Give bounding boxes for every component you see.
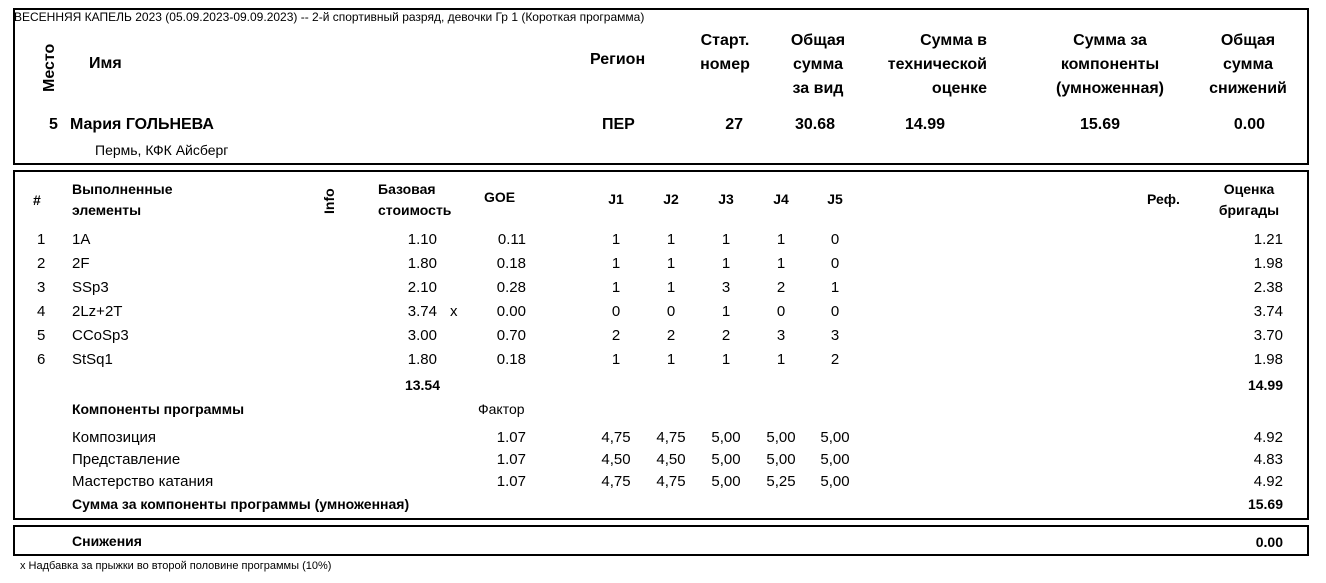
athlete-summary-box — [13, 8, 1309, 165]
col-header-base — [378, 179, 451, 221]
row-num: 6 — [37, 351, 46, 368]
component-score: 4.83 — [1253, 451, 1283, 468]
header-start-line1: Старт. — [700, 32, 750, 49]
header-comp-line2: компоненты — [1060, 56, 1160, 73]
component-judge-4: 5,25 — [766, 473, 796, 490]
row-num: 4 — [37, 303, 46, 320]
row-base: 1.80 — [407, 351, 437, 368]
component-name: Мастерство катания — [72, 473, 214, 490]
component-judge-2: 4,75 — [656, 473, 686, 490]
row-judge-3: 1 — [721, 255, 731, 272]
athlete-region: ПЕР — [602, 116, 635, 133]
row-score: 1.21 — [1253, 231, 1283, 248]
row-goe: 0.11 — [497, 231, 526, 248]
header-tech — [865, 29, 987, 101]
row-base: 1.10 — [407, 231, 437, 248]
header-name: Имя — [89, 55, 122, 72]
row-judge-2: 1 — [666, 255, 676, 272]
footnote: x Надбавка за прыжки во второй половине программы (10%) — [20, 560, 332, 572]
component-judge-4: 5,00 — [766, 429, 796, 446]
row-num: 5 — [37, 327, 46, 344]
row-element: 2F — [72, 255, 90, 272]
row-judge-1: 1 — [611, 231, 621, 248]
row-judge-5: 0 — [830, 303, 840, 320]
athlete-total: 30.68 — [794, 116, 835, 133]
row-judge-5: 3 — [830, 327, 840, 344]
col-header-j4: J4 — [773, 191, 789, 207]
header-start-line2: номер — [700, 56, 750, 73]
row-judge-3: 1 — [721, 351, 731, 368]
row-num: 2 — [37, 255, 46, 272]
component-factor: 1.07 — [496, 451, 526, 468]
col-header-elements-line2: элементы — [72, 202, 142, 218]
row-element: SSp3 — [72, 279, 109, 296]
row-score: 3.74 — [1253, 303, 1283, 320]
row-num: 1 — [37, 231, 46, 248]
row-judge-4: 2 — [776, 279, 786, 296]
component-judge-1: 4,75 — [601, 473, 631, 490]
col-header-score — [1209, 179, 1289, 221]
col-header-j5: J5 — [827, 191, 843, 207]
col-header-base-line2: стоимость — [378, 202, 452, 218]
page-title: ВЕСЕННЯЯ КАПЕЛЬ 2023 (05.09.2023-09.09.2023) -- 2-й спортивный разряд, девочки Гр 1 (Короткая программа) — [14, 10, 645, 24]
row-judge-2: 1 — [666, 231, 676, 248]
row-element: 2Lz+2T — [72, 303, 123, 320]
row-score: 3.70 — [1253, 327, 1283, 344]
component-judge-4: 5,00 — [766, 451, 796, 468]
row-judge-1: 1 — [611, 255, 621, 272]
component-judge-5: 5,00 — [820, 473, 850, 490]
col-header-elements — [72, 179, 173, 221]
row-judge-3: 1 — [721, 231, 731, 248]
header-ded-line3: снижений — [1209, 80, 1287, 97]
component-name: Представление — [72, 451, 181, 468]
component-judge-1: 4,50 — [601, 451, 631, 468]
header-place: Место — [41, 43, 58, 92]
header-total — [773, 29, 863, 101]
row-score: 2.38 — [1253, 279, 1283, 296]
component-score: 4.92 — [1253, 473, 1283, 490]
row-judge-3: 2 — [721, 327, 731, 344]
col-header-score-line1: Оценка — [1223, 181, 1275, 197]
row-judge-1: 0 — [611, 303, 621, 320]
header-components — [1020, 29, 1200, 101]
col-header-j1: J1 — [608, 191, 624, 207]
header-total-line3: за вид — [792, 80, 844, 97]
row-base: 3.74 — [407, 303, 437, 320]
row-score: 1.98 — [1253, 351, 1283, 368]
row-judge-5: 1 — [830, 279, 840, 296]
component-score: 4.92 — [1253, 429, 1283, 446]
score-total: 14.99 — [1247, 377, 1283, 393]
components-sum-label: Сумма за компоненты программы (умноженная) — [72, 496, 410, 512]
athlete-deductions: 0.00 — [1233, 116, 1265, 133]
row-base: 1.80 — [407, 255, 437, 272]
row-base: 3.00 — [407, 327, 437, 344]
component-judge-2: 4,75 — [656, 429, 686, 446]
header-ded-line2: сумма — [1223, 56, 1273, 73]
row-judge-2: 2 — [666, 327, 676, 344]
header-total-line2: сумма — [793, 56, 843, 73]
component-judge-3: 5,00 — [711, 429, 741, 446]
component-judge-3: 5,00 — [711, 473, 741, 490]
component-judge-2: 4,50 — [656, 451, 686, 468]
row-base: 2.10 — [407, 279, 437, 296]
header-comp-line1: Сумма за — [1073, 32, 1147, 49]
component-judge-5: 5,00 — [820, 451, 850, 468]
component-factor: 1.07 — [496, 473, 526, 490]
factor-label: Фактор — [478, 401, 525, 417]
row-element: StSq1 — [72, 351, 113, 368]
components-sum: 15.69 — [1247, 496, 1283, 512]
col-header-score-line2: бригады — [1218, 202, 1280, 218]
athlete-tech: 14.99 — [904, 116, 945, 133]
col-header-j2: J2 — [663, 191, 679, 207]
component-judge-1: 4,75 — [601, 429, 631, 446]
base-total: 13.54 — [404, 377, 440, 393]
row-element: CCoSp3 — [72, 327, 129, 344]
component-factor: 1.07 — [496, 429, 526, 446]
row-goe: 0.18 — [496, 255, 526, 272]
col-header-goe: GOE — [484, 189, 516, 205]
header-tech-line3: оценке — [931, 80, 987, 97]
header-total-line1: Общая — [790, 32, 846, 49]
row-judge-1: 2 — [611, 327, 621, 344]
row-element: 1A — [72, 231, 91, 248]
row-judge-2: 1 — [666, 279, 676, 296]
col-header-info: Info — [321, 188, 337, 214]
row-goe: 0.70 — [496, 327, 526, 344]
component-judge-5: 5,00 — [820, 429, 850, 446]
row-judge-5: 2 — [830, 351, 840, 368]
row-judge-3: 1 — [721, 303, 731, 320]
header-region: Регион — [590, 51, 646, 68]
col-header-base-line1: Базовая — [378, 181, 436, 197]
header-comp-line3: (умноженная) — [1056, 80, 1164, 97]
row-judge-4: 1 — [776, 255, 786, 272]
athlete-components: 15.69 — [1079, 116, 1120, 133]
row-judge-1: 1 — [611, 279, 621, 296]
deductions-box — [13, 525, 1309, 556]
row-judge-1: 1 — [611, 351, 621, 368]
row-judge-5: 0 — [830, 231, 840, 248]
row-judge-2: 1 — [666, 351, 676, 368]
athlete-place: 5 — [49, 116, 58, 133]
header-tech-line2: технической — [887, 56, 987, 73]
col-header-elements-line1: Выполненные — [72, 181, 173, 197]
deductions-label: Снижения — [72, 533, 142, 549]
row-goe: 0.28 — [496, 279, 526, 296]
row-judge-2: 0 — [666, 303, 676, 320]
row-goe: 0.18 — [496, 351, 526, 368]
header-tech-line1: Сумма в — [920, 32, 987, 49]
col-header-ref: Реф. — [1147, 191, 1180, 207]
row-goe: 0.00 — [496, 303, 526, 320]
athlete-start-number: 27 — [725, 116, 743, 133]
row-judge-4: 1 — [776, 231, 786, 248]
deductions-value: 0.00 — [1255, 534, 1283, 550]
row-judge-3: 3 — [721, 279, 731, 296]
row-num: 3 — [37, 279, 46, 296]
row-judge-5: 0 — [830, 255, 840, 272]
row-judge-4: 0 — [776, 303, 786, 320]
components-title: Компоненты программы — [72, 401, 245, 417]
col-header-num: # — [33, 192, 41, 208]
component-judge-3: 5,00 — [711, 451, 741, 468]
row-score: 1.98 — [1253, 255, 1283, 272]
row-judge-4: 1 — [776, 351, 786, 368]
header-deductions — [1193, 29, 1303, 101]
athlete-name: Мария ГОЛЬНЕВА — [70, 116, 214, 133]
row-bonus: x — [450, 303, 458, 320]
elements-box — [13, 170, 1309, 520]
athlete-club: Пермь, КФК Айсберг — [95, 142, 229, 158]
header-start-number — [685, 29, 765, 77]
col-header-j3: J3 — [718, 191, 734, 207]
row-judge-4: 3 — [776, 327, 786, 344]
header-ded-line1: Общая — [1220, 32, 1276, 49]
component-name: Композиция — [72, 429, 157, 446]
